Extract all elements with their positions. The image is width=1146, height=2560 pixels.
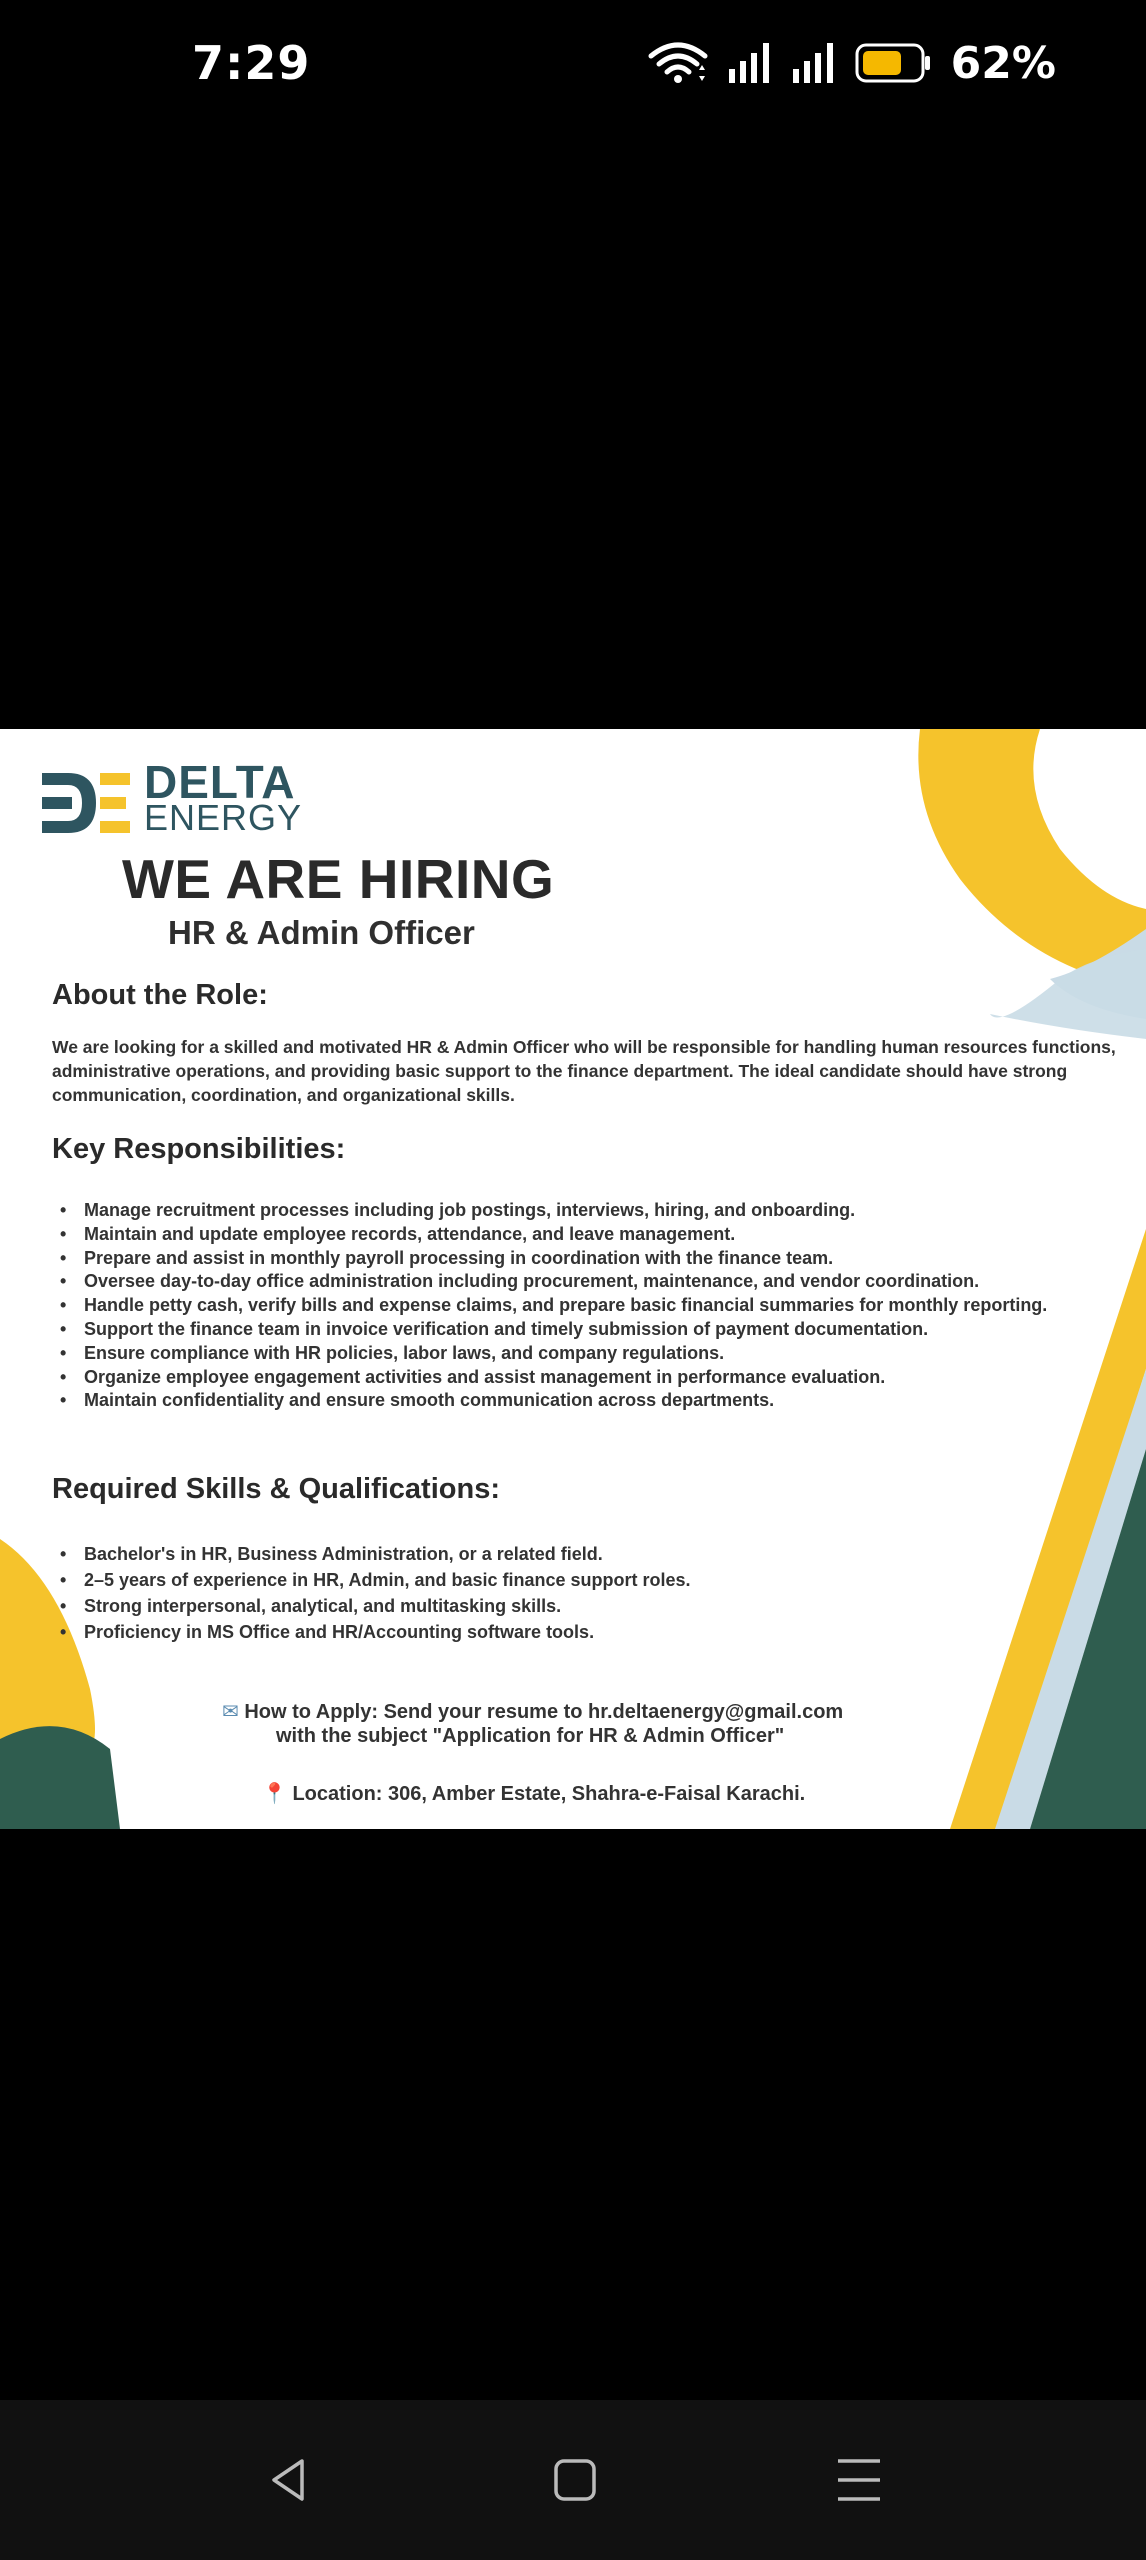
list-item: • Handle petty cash, verify bills and expense claims, and prepare basic financial summaries for monthly reporting.: [56, 1294, 1074, 1318]
list-item: • Maintain and update employee records, attendance, and leave management.: [56, 1223, 1076, 1247]
navigation-bar: [0, 2400, 1146, 2560]
list-item: • Oversee day-to-day office administration including procurement, maintenance, and vendor coordination.: [56, 1270, 1076, 1294]
status-icons: [647, 37, 1056, 89]
wifi-icon: [647, 40, 709, 86]
list-item: • Organize employee engagement activities and assist management in performance evaluation.: [56, 1366, 1076, 1390]
logo-text-energy: ENERGY: [144, 797, 303, 838]
location-line: [262, 1781, 1146, 1806]
list-item: • Prepare and assist in monthly payroll processing in coordination with the finance team.: [56, 1247, 1076, 1271]
back-icon: [264, 2455, 314, 2505]
skills-list: [56, 1541, 1076, 1645]
location-text: Location: 306, Amber Estate, Shahra-e-Faisal Karachi.: [292, 1783, 806, 1805]
responsibilities-list: [56, 1199, 1076, 1413]
signal-icon: [727, 41, 773, 85]
list-item: • Manage recruitment processes including job postings, interviews, hiring, and onboarding.: [56, 1199, 1076, 1223]
list-item: • Proficiency in MS Office and HR/Accounting software tools.: [56, 1619, 1076, 1645]
job-title: HR & Admin Officer: [168, 914, 475, 951]
status-bar: [0, 0, 1146, 130]
list-item: • Strong interpersonal, analytical, and multitasking skills.: [56, 1593, 1076, 1619]
list-item: • Bachelor's in HR, Business Administration, or a related field.: [56, 1541, 1076, 1567]
headline: WE ARE HIRING: [122, 848, 555, 910]
about-text: We are looking for a skilled and motivated HR & Admin Officer who will be responsible for handling human resources functions, administrative operations, and providing basic support to the finance department. The ideal candidate should have strong communication, coordination, and organizational skills.: [52, 1037, 1116, 1105]
home-icon: [550, 2455, 600, 2505]
delta-energy-logo: [38, 756, 338, 841]
apply-instructions: [222, 1699, 1146, 1724]
recent-apps-button[interactable]: [834, 2455, 884, 2509]
responsibilities-heading: Key Responsibilities:: [52, 1133, 346, 1165]
signal-icon: [791, 41, 837, 85]
list-item: • Support the finance team in invoice verification and timely submission of payment documentation.: [56, 1318, 1076, 1342]
mail-icon: ✉: [222, 1701, 239, 1723]
job-poster: [0, 729, 1146, 1829]
list-item: • Maintain confidentiality and ensure smooth communication across departments.: [56, 1389, 1076, 1413]
list-item: • 2–5 years of experience in HR, Admin, and basic finance support roles.: [56, 1567, 1076, 1593]
back-button[interactable]: [264, 2455, 314, 2509]
battery-icon: [855, 43, 931, 83]
apply-text: How to Apply: Send your resume to hr.deltaenergy@gmail.com: [244, 1701, 844, 1723]
apply-subject: with the subject "Application for HR & Admin Officer": [276, 1725, 785, 1747]
pin-icon: 📍: [262, 1783, 287, 1805]
logo-mark-icon: [38, 767, 134, 839]
menu-icon: [834, 2455, 884, 2505]
list-item: • Ensure compliance with HR policies, labor laws, and company regulations.: [56, 1342, 1076, 1366]
skills-heading: Required Skills & Qualifications:: [52, 1473, 500, 1505]
battery-percentage: 62%: [950, 37, 1056, 89]
clock: 7:29: [192, 36, 311, 90]
home-button[interactable]: [550, 2455, 600, 2509]
logo-text-delta: DELTA: [144, 756, 296, 808]
about-heading: About the Role:: [52, 979, 268, 1011]
